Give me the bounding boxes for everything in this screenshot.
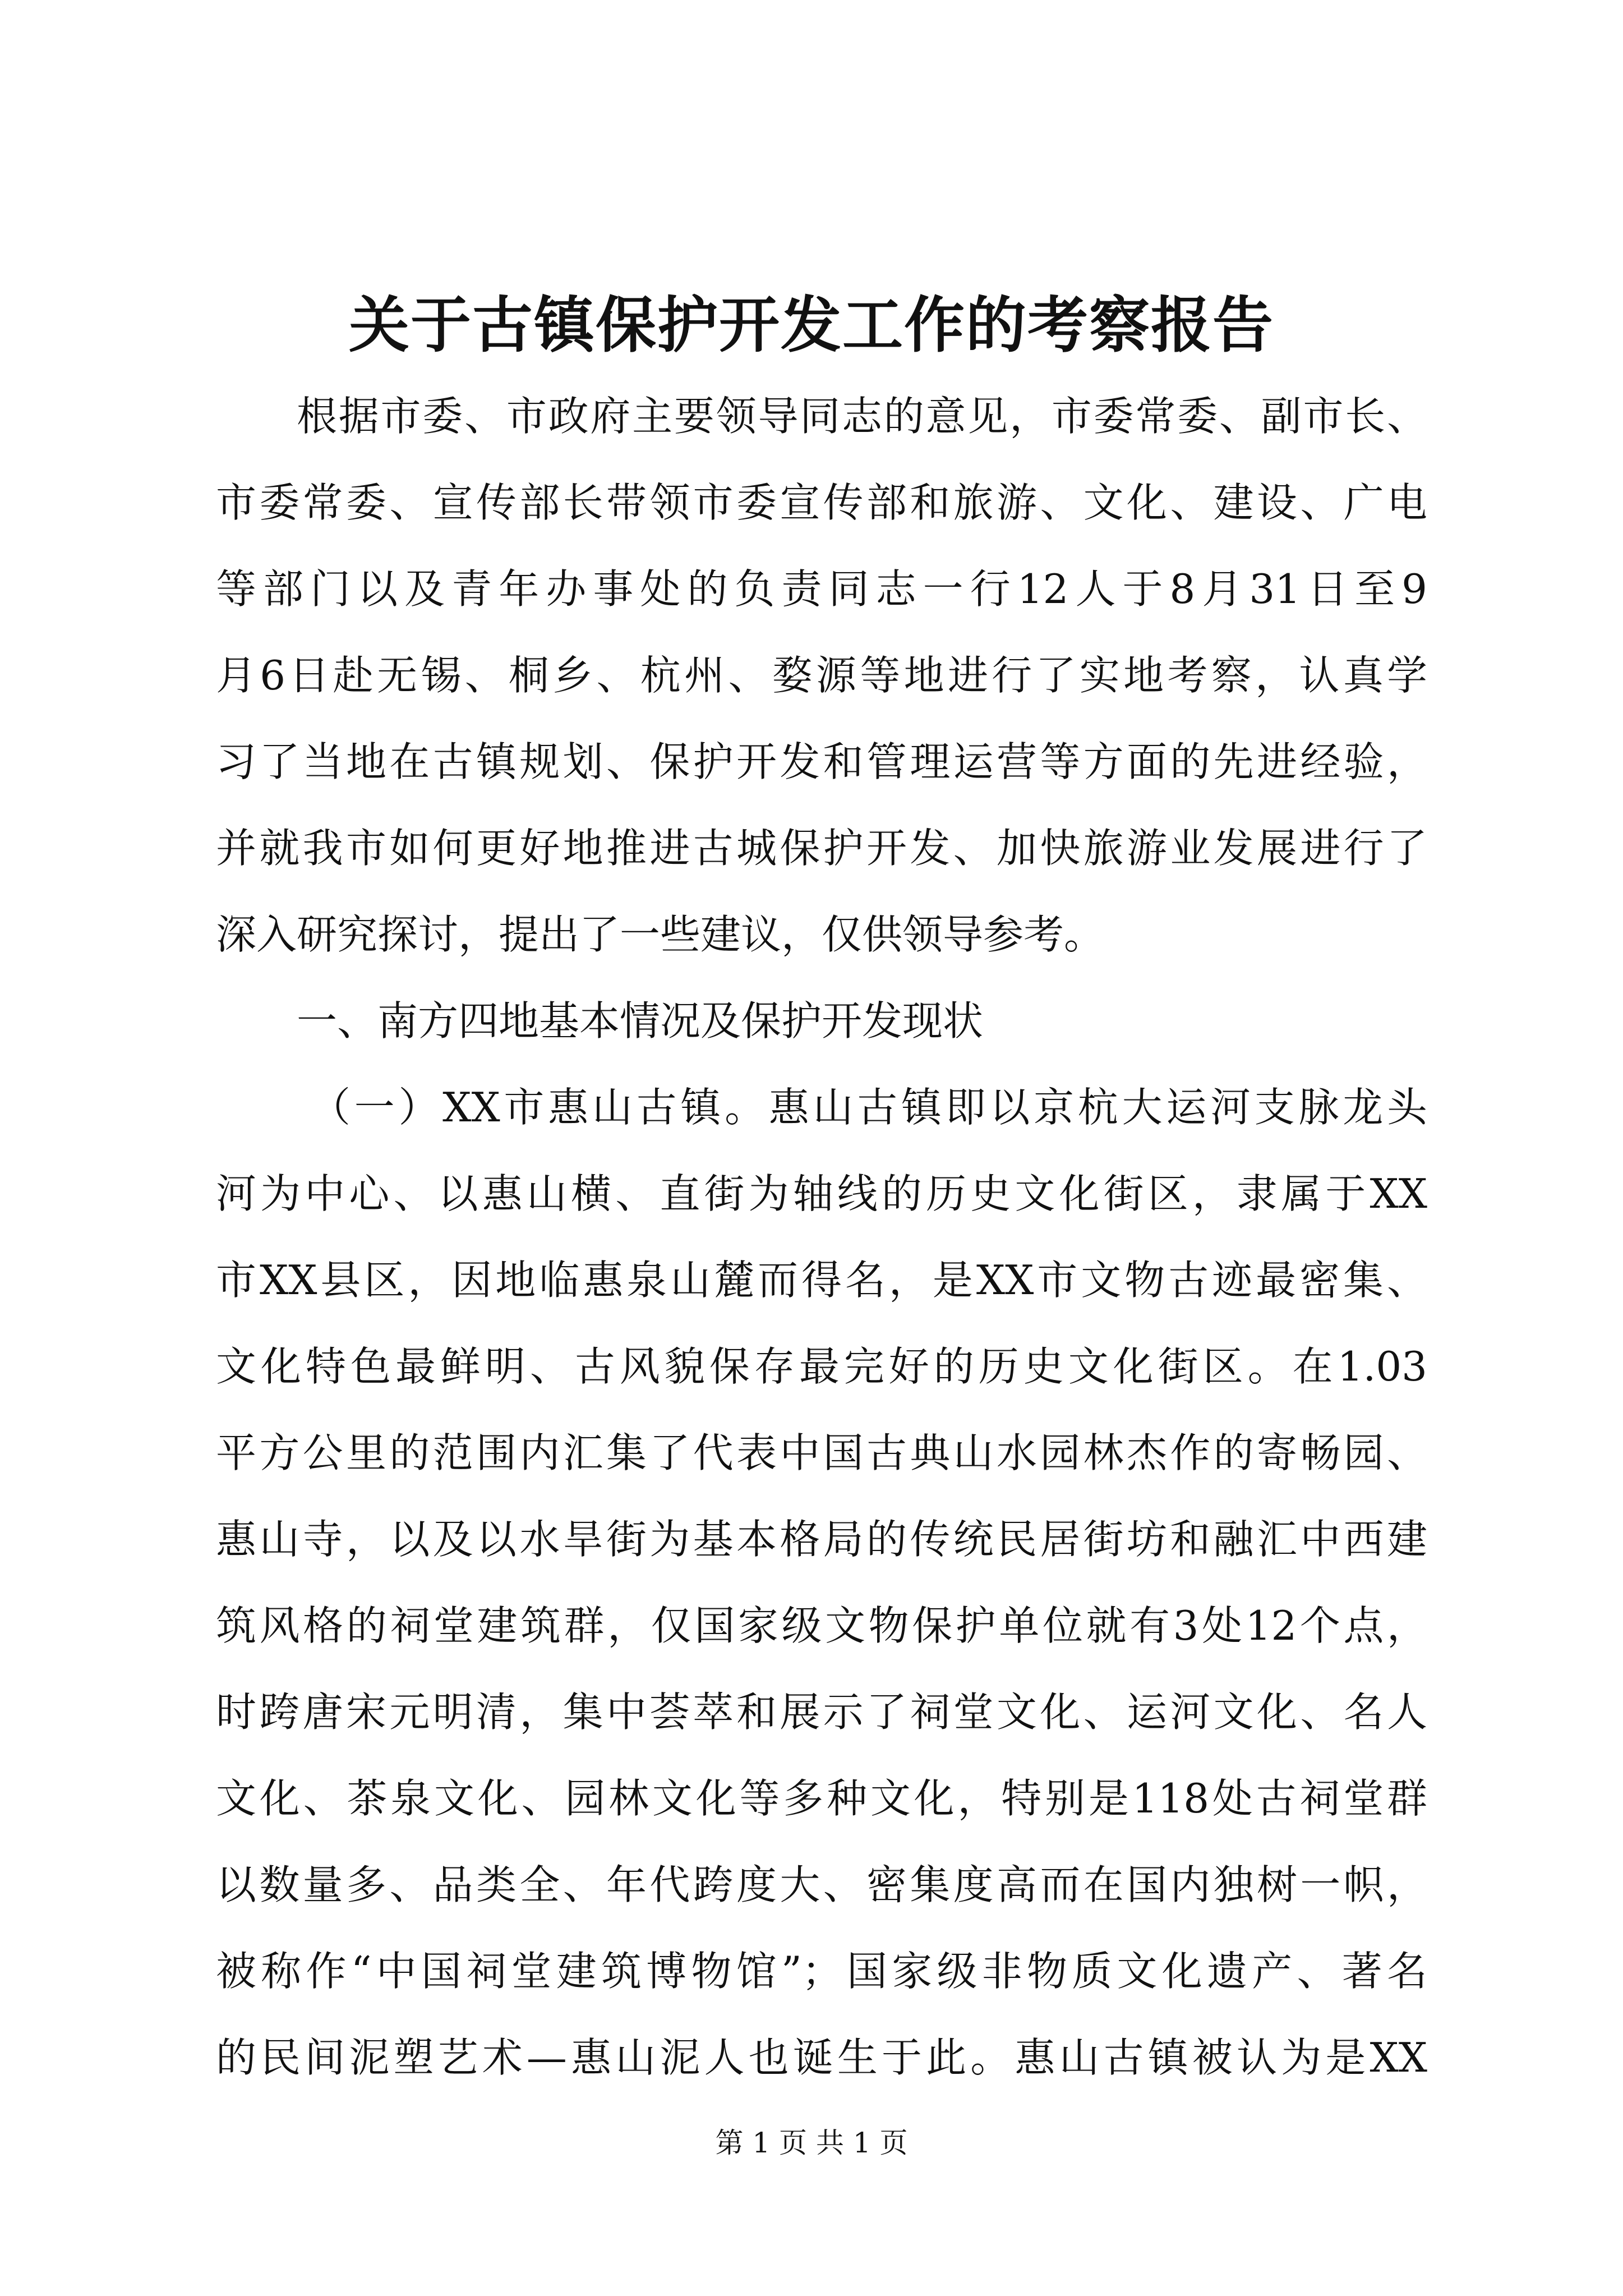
section-heading: 一、南方四地基本情况及保护开发现状	[297, 997, 984, 1045]
paragraph-line: 的民间泥塑艺术—惠山泥人也诞生于此。惠山古镇被认为是XX	[216, 2034, 1427, 2081]
paragraph-line: 根据市委、市政府主要领导同志的意见，市委常委、副市长、	[297, 393, 1427, 440]
paragraph-line: 被称作“中国祠堂建筑博物馆”；国家级非物质文化遗产、著名	[216, 1948, 1427, 1995]
paragraph-line: 时跨唐宋元明清，集中荟萃和展示了祠堂文化、运河文化、名人	[216, 1688, 1427, 1736]
document-body	[216, 373, 1427, 2101]
paragraph-line: 惠山寺，以及以水旱街为基本格局的传统民居街坊和融汇中西建	[216, 1516, 1427, 1563]
paragraph-line: 文化特色最鲜明、古风貌保存最完好的历史文化街区。在1.03	[216, 1343, 1427, 1390]
document-title: 关于古镇保护开发工作的考察报告	[348, 290, 1274, 361]
paragraph-line: 等部门以及青年办事处的负责同志一行12人于8月31日至9	[216, 565, 1427, 613]
paragraph-line: 河为中心、以惠山横、直街为轴线的历史文化街区，隶属于XX	[216, 1170, 1427, 1217]
paragraph-line: 筑风格的祠堂建筑群，仅国家级文物保护单位就有3处12个点，	[216, 1602, 1427, 1649]
paragraph-line: 文化、茶泉文化、园林文化等多种文化，特别是118处古祠堂群	[216, 1775, 1427, 1822]
paragraph-line: （一）XX市惠山古镇。惠山古镇即以京杭大运河支脉龙头	[310, 1084, 1427, 1131]
paragraph-line: 以数量多、品类全、年代跨度大、密集度高而在国内独树一帜，	[216, 1861, 1427, 1908]
paragraph-line: 市委常委、宣传部长带领市委宣传部和旅游、文化、建设、广电	[216, 479, 1427, 526]
paragraph-line: 月6日赴无锡、桐乡、杭州、婺源等地进行了实地考察，认真学	[216, 652, 1427, 699]
paragraph-line: 市XX县区，因地临惠泉山麓而得名，是XX市文物古迹最密集、	[216, 1257, 1427, 1304]
paragraph-line: 并就我市如何更好地推进古城保护开发、加快旅游业发展进行了	[216, 825, 1427, 872]
paragraph-line: 深入研究探讨，提出了一些建议，仅供领导参考。	[216, 911, 1105, 958]
page-footer: 第 1 页 共 1 页	[715, 2127, 908, 2159]
paragraph-line: 习了当地在古镇规划、保护开发和管理运营等方面的先进经验，	[216, 738, 1427, 785]
paragraph-line: 平方公里的范围内汇集了代表中国古典山水园林杰作的寄畅园、	[216, 1429, 1427, 1476]
